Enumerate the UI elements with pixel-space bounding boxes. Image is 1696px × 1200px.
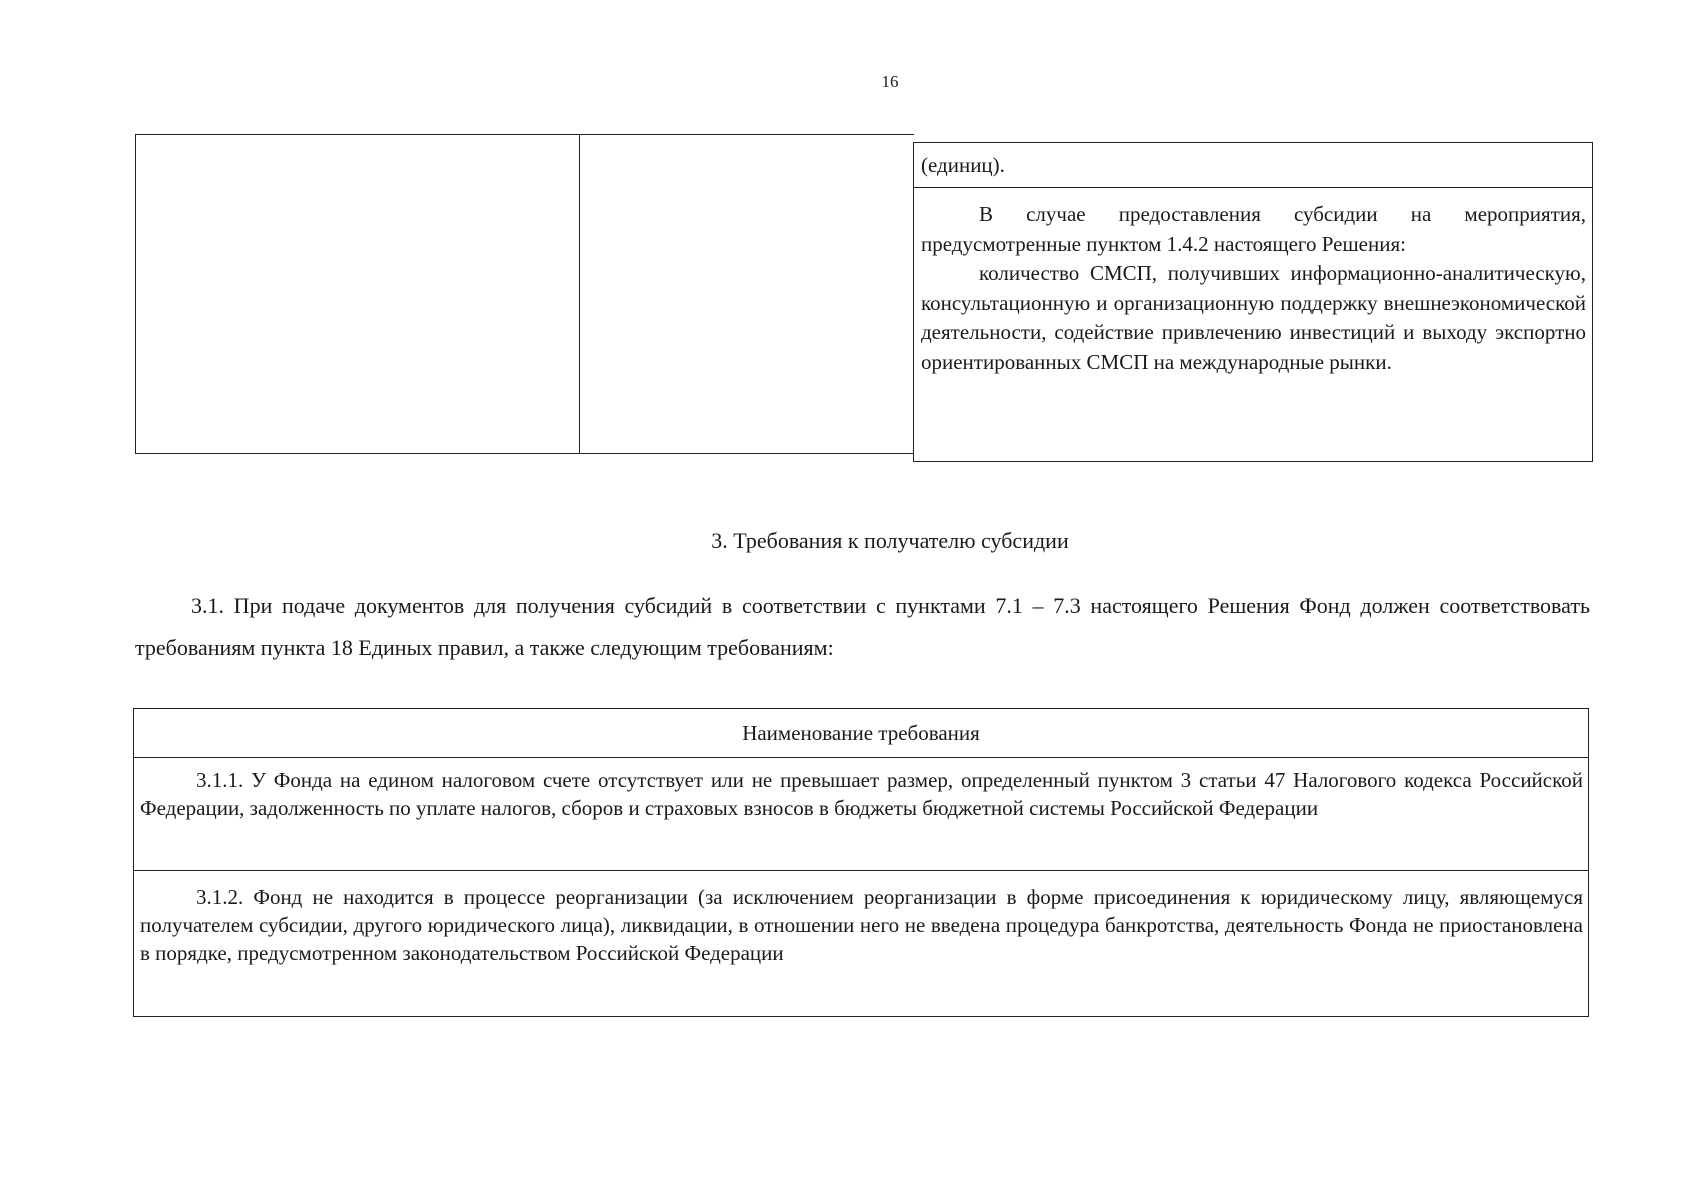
requirements-table-header: Наименование требования [134, 709, 1588, 758]
table-cell-empty-2 [579, 134, 914, 454]
page-number: 16 [881, 72, 899, 91]
table-cell-description [914, 188, 1592, 377]
intro-paragraph: 3.1. При подаче документов для получения субсидий в соответствии с пунктами 7.1 – 7.3 настоящего Решения Фонд должен соответствовать требованиям пункта 18 Единых правил, а также следующим требованиям: [135, 593, 1590, 660]
table-row [134, 758, 1588, 870]
table-cell-units: (единиц). [914, 143, 1592, 188]
table-cell-empty-1 [135, 134, 580, 454]
requirements-table [133, 708, 1589, 1017]
continuation-table [135, 134, 1595, 454]
table-row [134, 870, 1588, 1016]
indicator-definition-text: количество СМСП, получивших информационно-аналитическую, консультационную и организационную поддержку внешнеэкономической деятельности, содействие привлечению инвестиций и выходу экспортно ориентированных СМСП на международные рынки. [921, 261, 1586, 374]
requirement-text: 3.1.1. У Фонда на едином налоговом счете отсутствует или не превышает размер, определенный пунктом 3 статьи 47 Налогового кодекса Российской Федерации, задолженность по уплате налогов, сборов и страховых взносов в бюджеты бюджетной системы Российской Федерации [140, 768, 1583, 820]
section-intro [135, 585, 1590, 669]
table-cell-indicators [913, 142, 1593, 462]
section-title: 3. Требования к получателю субсидии [711, 528, 1069, 553]
requirement-text: 3.1.2. Фонд не находится в процессе реорганизации (за исключением реорганизации в форме присоединения к юридическому лицу, являющемуся получателем субсидии, другого юридического лица), ликвидации, в отношении него не введена процедура банкротства, деятельность Фонда не приостановлена в порядке, предусмотренном законодательством Российской Федерации [140, 885, 1583, 965]
indicator-condition-text: В случае предоставления субсидии на мероприятия, предусмотренные пунктом 1.4.2 настоящего Решения: [921, 202, 1586, 256]
